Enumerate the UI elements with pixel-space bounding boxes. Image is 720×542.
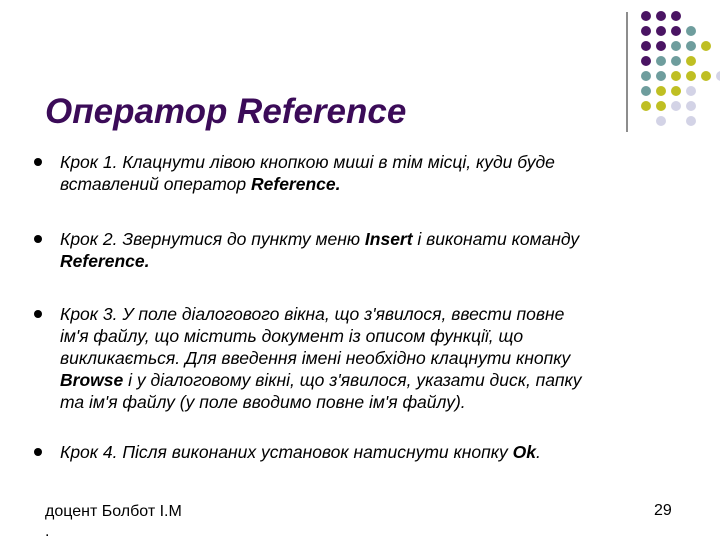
- bullet-line: [60, 173, 664, 195]
- bullet-text: [60, 151, 664, 195]
- bullet-text: [60, 228, 664, 272]
- bold-term: Browse: [60, 370, 124, 390]
- text-run: вставлений оператор: [60, 174, 251, 194]
- bullet-text: [60, 441, 664, 463]
- text-run: та ім'я файлу (у поле вводимо повне ім'я файлу).: [60, 392, 466, 412]
- bullet-line: [60, 369, 664, 391]
- text-run: Крок 4. Після виконаних установок натиснути кнопку: [60, 442, 513, 462]
- bullet-icon: [34, 448, 42, 456]
- text-run: .: [536, 442, 541, 462]
- text-run: Крок 1. Клацнути лівою кнопкою миші в тім місці, куди буде: [60, 152, 555, 172]
- bullet-line: [60, 347, 664, 369]
- text-run: Крок 2. Звернутися до пункту меню: [60, 229, 365, 249]
- bold-term: Ok: [512, 442, 537, 462]
- text-run: і виконати команду: [412, 229, 580, 249]
- bullet-text: [60, 303, 664, 413]
- bullet-line: [60, 391, 664, 413]
- bold-term: Reference.: [60, 251, 150, 271]
- bold-term: Insert: [364, 229, 413, 249]
- bullet-line: [60, 151, 664, 173]
- bullet-line: [60, 228, 664, 250]
- bullet-line: [60, 441, 664, 463]
- text-run: ім'я файлу, що містить документ із описом функції, що: [60, 326, 524, 346]
- text-run: викликається. Для введення імені необхідно клацнути кнопку: [60, 348, 571, 368]
- page-number: 29: [654, 502, 672, 519]
- footer-author: доцент Болбот І.М .: [45, 503, 182, 540]
- text-run: і у діалоговому вікні, що з'явилося, указати диск, папку: [123, 370, 582, 390]
- bullet-line: [60, 325, 664, 347]
- slide-title: Оператор Reference: [45, 92, 407, 131]
- bullet-icon: [34, 158, 42, 166]
- bullet-line: [60, 250, 664, 272]
- text-run: Крок 3. У поле діалогового вікна, що з'явилося, ввести повне: [60, 304, 565, 324]
- bullet-icon: [34, 310, 42, 318]
- bold-term: Reference.: [251, 174, 341, 194]
- bullet-icon: [34, 235, 42, 243]
- bullet-line: [60, 303, 664, 325]
